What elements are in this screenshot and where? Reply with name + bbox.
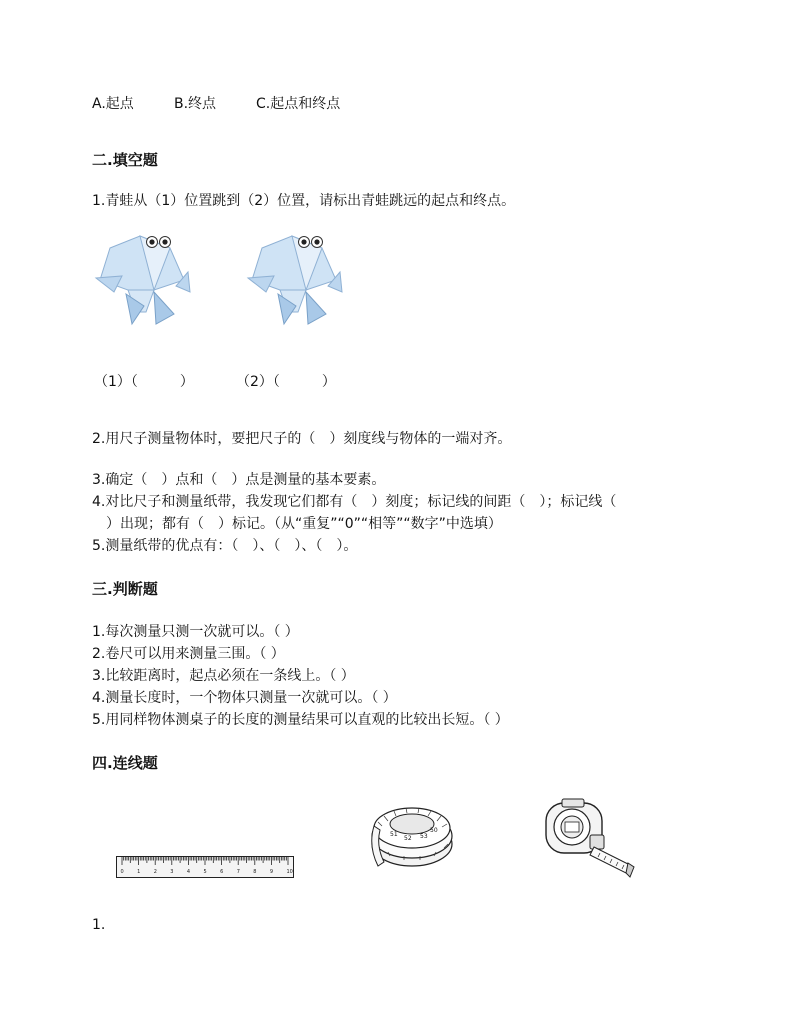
ruler-number: 1 xyxy=(137,869,141,875)
tape-measure-image xyxy=(542,797,638,885)
section-title-matching: 四.连线题 xyxy=(92,754,158,772)
question-2-4-line1: 4.对比尺子和测量纸带，我发现它们都有（ ）刻度；标记线的间距（ ）；标记线（ xyxy=(92,494,617,510)
ruler-number: 7 xyxy=(236,869,240,875)
matching-item-number: 1. xyxy=(92,917,106,933)
ruler-number: 0 xyxy=(120,869,124,875)
ruler-number: 4 xyxy=(186,869,191,875)
question-2-1: 1.青蛙从（1）位置跳到（2）位置，请标出青蛙跳远的起点和终点。 xyxy=(92,193,516,209)
ruler-number: 8 xyxy=(253,869,257,875)
ruler-number: 2 xyxy=(153,869,157,875)
ruler-number: 9 xyxy=(269,869,274,875)
question-2-3: 3.确定（ ）点和（ ）点是测量的基本要素。 xyxy=(92,472,386,488)
ruler-number: 6 xyxy=(220,869,224,875)
judge-item-2: 2.卷尺可以用来测量三围。（ ） xyxy=(92,646,285,662)
judge-item-4: 4.测量长度时，一个物体只测量一次就可以。（ ） xyxy=(92,690,397,706)
judge-item-5: 5.用同样物体测桌子的长度的测量结果可以直观的比较出长短。（ ） xyxy=(92,712,509,728)
tape-number-2: 52 xyxy=(404,835,412,842)
frog-label-1: （1）（ ） xyxy=(94,374,194,390)
option-c: C.起点和终点 xyxy=(256,96,341,112)
section-title-fill-blank: 二.填空题 xyxy=(92,151,158,169)
frog-image-2 xyxy=(244,228,344,328)
tape-number-3: 51 xyxy=(390,831,398,838)
ruler-number: 3 xyxy=(170,869,174,875)
section-title-true-false: 三.判断题 xyxy=(92,580,158,598)
option-b: B.终点 xyxy=(174,96,217,112)
ruler-image xyxy=(116,856,294,878)
soft-tape-image xyxy=(364,796,460,876)
question-2-4-line2: ）出现；都有（ ）标记。（从“重复”“0”“相等”“数字”中选填） xyxy=(92,516,502,532)
tape-number-1: 53 xyxy=(420,833,428,840)
tape-number-4: 50 xyxy=(430,827,438,834)
question-2-5: 5.测量纸带的优点有：（ ）、（ ）、（ ）。 xyxy=(92,538,358,554)
frog-image-1 xyxy=(92,228,192,328)
judge-item-3: 3.比较距离时，起点必须在一条线上。（ ） xyxy=(92,668,355,684)
frog-label-2: （2）（ ） xyxy=(236,374,336,390)
ruler-number: 10 xyxy=(286,869,293,875)
ruler-number: 5 xyxy=(203,869,207,875)
option-a: A.起点 xyxy=(92,96,134,112)
question-2-2: 2.用尺子测量物体时，要把尺子的（ ）刻度线与物体的一端对齐。 xyxy=(92,431,512,447)
judge-item-1: 1.每次测量只测一次就可以。（ ） xyxy=(92,624,299,640)
